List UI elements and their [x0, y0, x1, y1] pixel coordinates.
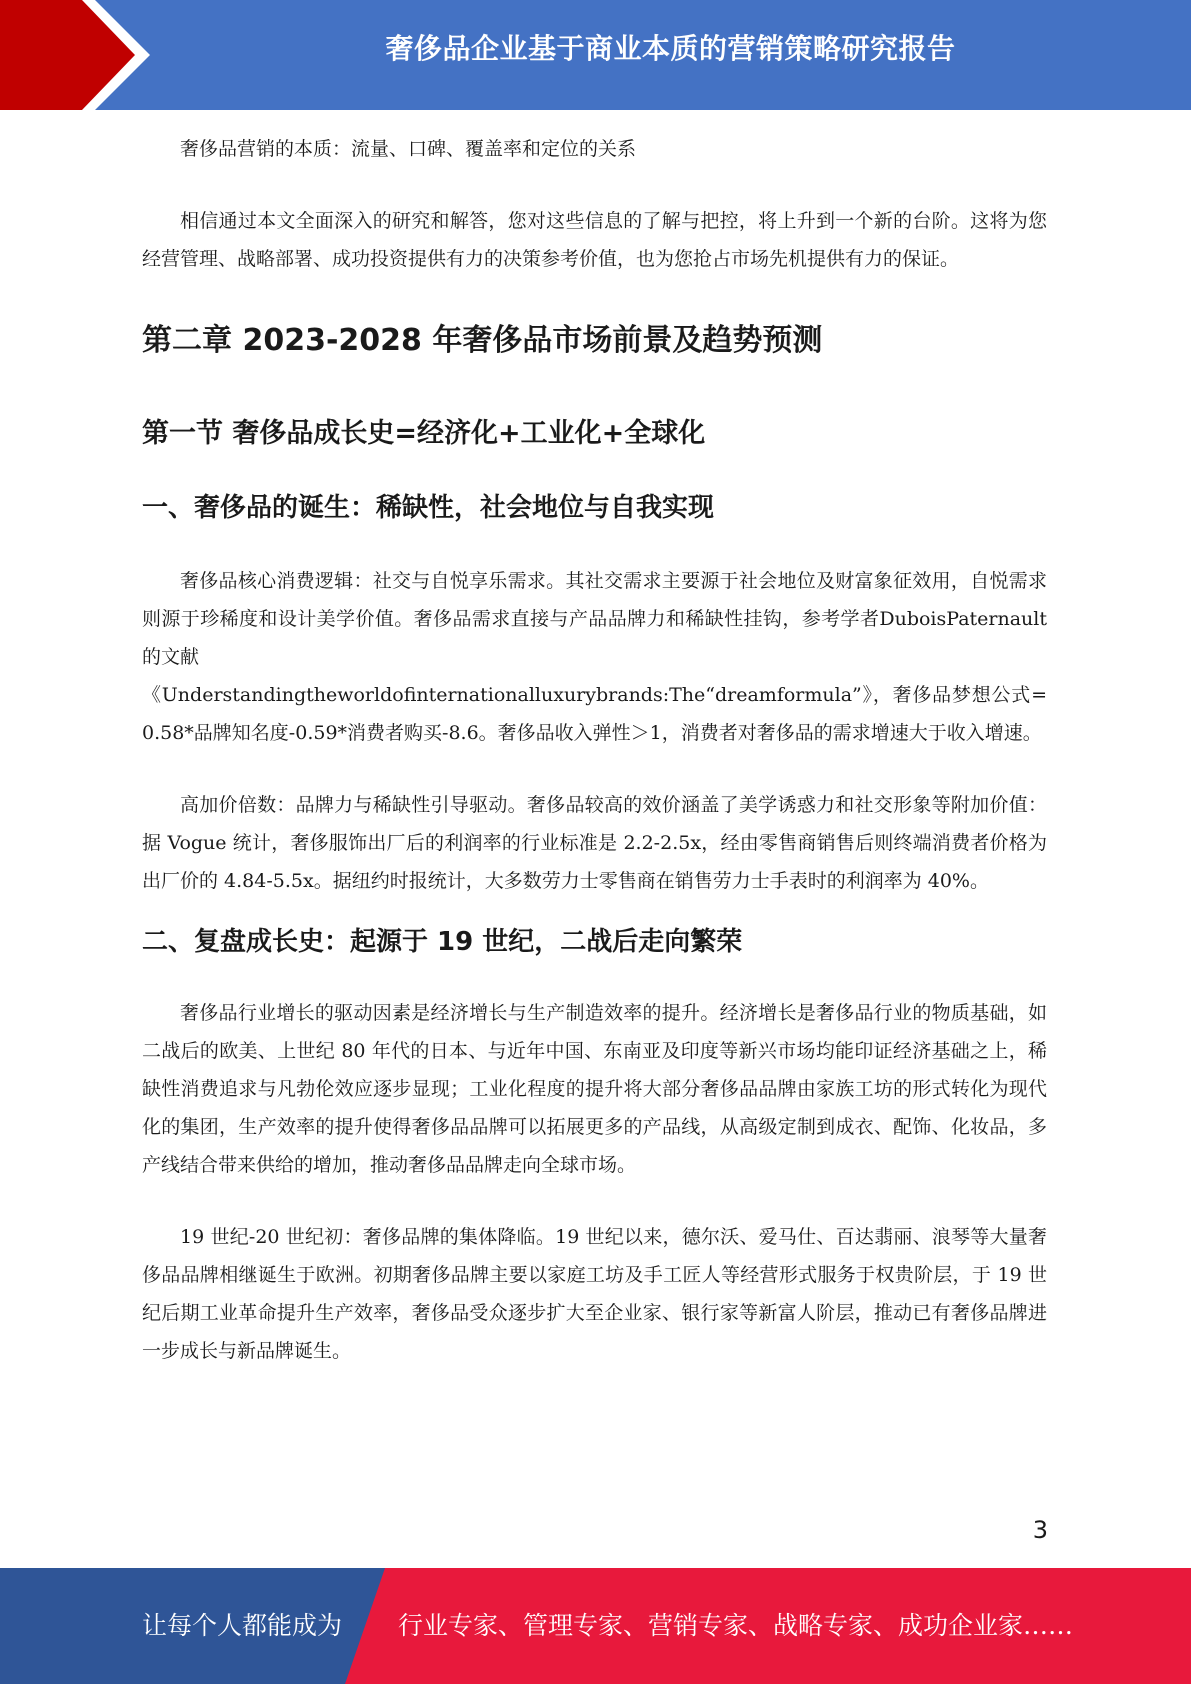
paragraph-markup: 高加价倍数：品牌力与稀缺性引导驱动。奢侈品较高的效价涵盖了美学诱惑力和社交形象等附加价值：据 Vogue 统计，奢侈服饰出厂后的利润率的行业标准是 2.2-2.5x，经由零售商销售后则终端消费者价格为出厂价的 4.84-5.5x。据纽约时报统计，大多数劳力士零售商在销售劳力士手表时的利润率为 40%。 [142, 794, 1047, 892]
subsection-title-1: 一、奢侈品的诞生：稀缺性，社会地位与自我实现 [142, 493, 715, 523]
page-footer [0, 1568, 1191, 1684]
intro-line: 奢侈品营销的本质：流量、口碑、覆盖率和定位的关系 [180, 138, 637, 160]
footer-slogan-left: 让每个人都能成为 [142, 1611, 343, 1640]
subsection-title-2: 二、复盘成长史：起源于 19 世纪，二战后走向繁荣 [142, 927, 743, 957]
intro-paragraph: 相信通过本文全面深入的研究和解答，您对这些信息的了解与把控，将上升到一个新的台阶。这将为您经营管理、战略部署、成功投资提供有力的决策参考价值，也为您抢占市场先机提供有力的保证。 [142, 210, 1047, 270]
header-chevron-icon [0, 0, 150, 110]
report-title: 奢侈品企业基于商业本质的营销策略研究报告 [385, 32, 956, 65]
document-body [142, 130, 1047, 1370]
paragraph-19th-century: 19 世纪-20 世纪初：奢侈品牌的集体降临。19 世纪以来，德尔沃、爱马仕、百达翡丽、浪琴等大量奢侈品品牌相继诞生于欧洲。初期奢侈品牌主要以家庭工坊及手工匠人等经营形式服务于权贵阶层，于 19 世纪后期工业革命提升生产效率，奢侈品受众逐步扩大至企业家、银行家等新富人阶层，推动已有奢侈品牌进一步成长与新品牌诞生。 [142, 1226, 1047, 1362]
paragraph-consumption-logic: 奢侈品核心消费逻辑：社交与自悦享乐需求。其社交需求主要源于社会地位及财富象征效用，自悦需求则源于珍稀度和设计美学价值。奢侈品需求直接与产品品牌力和稀缺性挂钩，参考学者DuboisPaternault 的文献 [142, 570, 1047, 668]
footer-slogan-right: 行业专家、管理专家、营销专家、战略专家、成功企业家…… [398, 1611, 1074, 1640]
paragraph-dream-formula: 《Understandingtheworldofinternationalluxurybrands:The“dreamformula”》，奢侈品梦想公式=0.58*品牌知名度-0.59*消费者购买-8.6。奢侈品收入弹性＞1，消费者对奢侈品的需求增速大于收入增速。 [142, 684, 1047, 744]
page-header [0, 0, 1191, 110]
chapter-title: 第二章 2023-2028 年奢侈品市场前景及趋势预测 [142, 323, 823, 358]
section-title: 第一节 奢侈品成长史=经济化+工业化+全球化 [142, 418, 706, 449]
paragraph-growth-drivers: 奢侈品行业增长的驱动因素是经济增长与生产制造效率的提升。经济增长是奢侈品行业的物质基础，如二战后的欧美、上世纪 80 年代的日本、与近年中国、东南亚及印度等新兴市场均能印证经济基础之上，稀缺性消费追求与凡勃伦效应逐步显现；工业化程度的提升将大部分奢侈品品牌由家族工坊的形式转化为现代化的集团，生产效率的提升使得奢侈品品牌可以拓展更多的产品线，从高级定制到成衣、配饰、化妆品，多产线结合带来供给的增加，推动奢侈品品牌走向全球市场。 [142, 1002, 1047, 1176]
page-number: 3 [1032, 1516, 1048, 1544]
